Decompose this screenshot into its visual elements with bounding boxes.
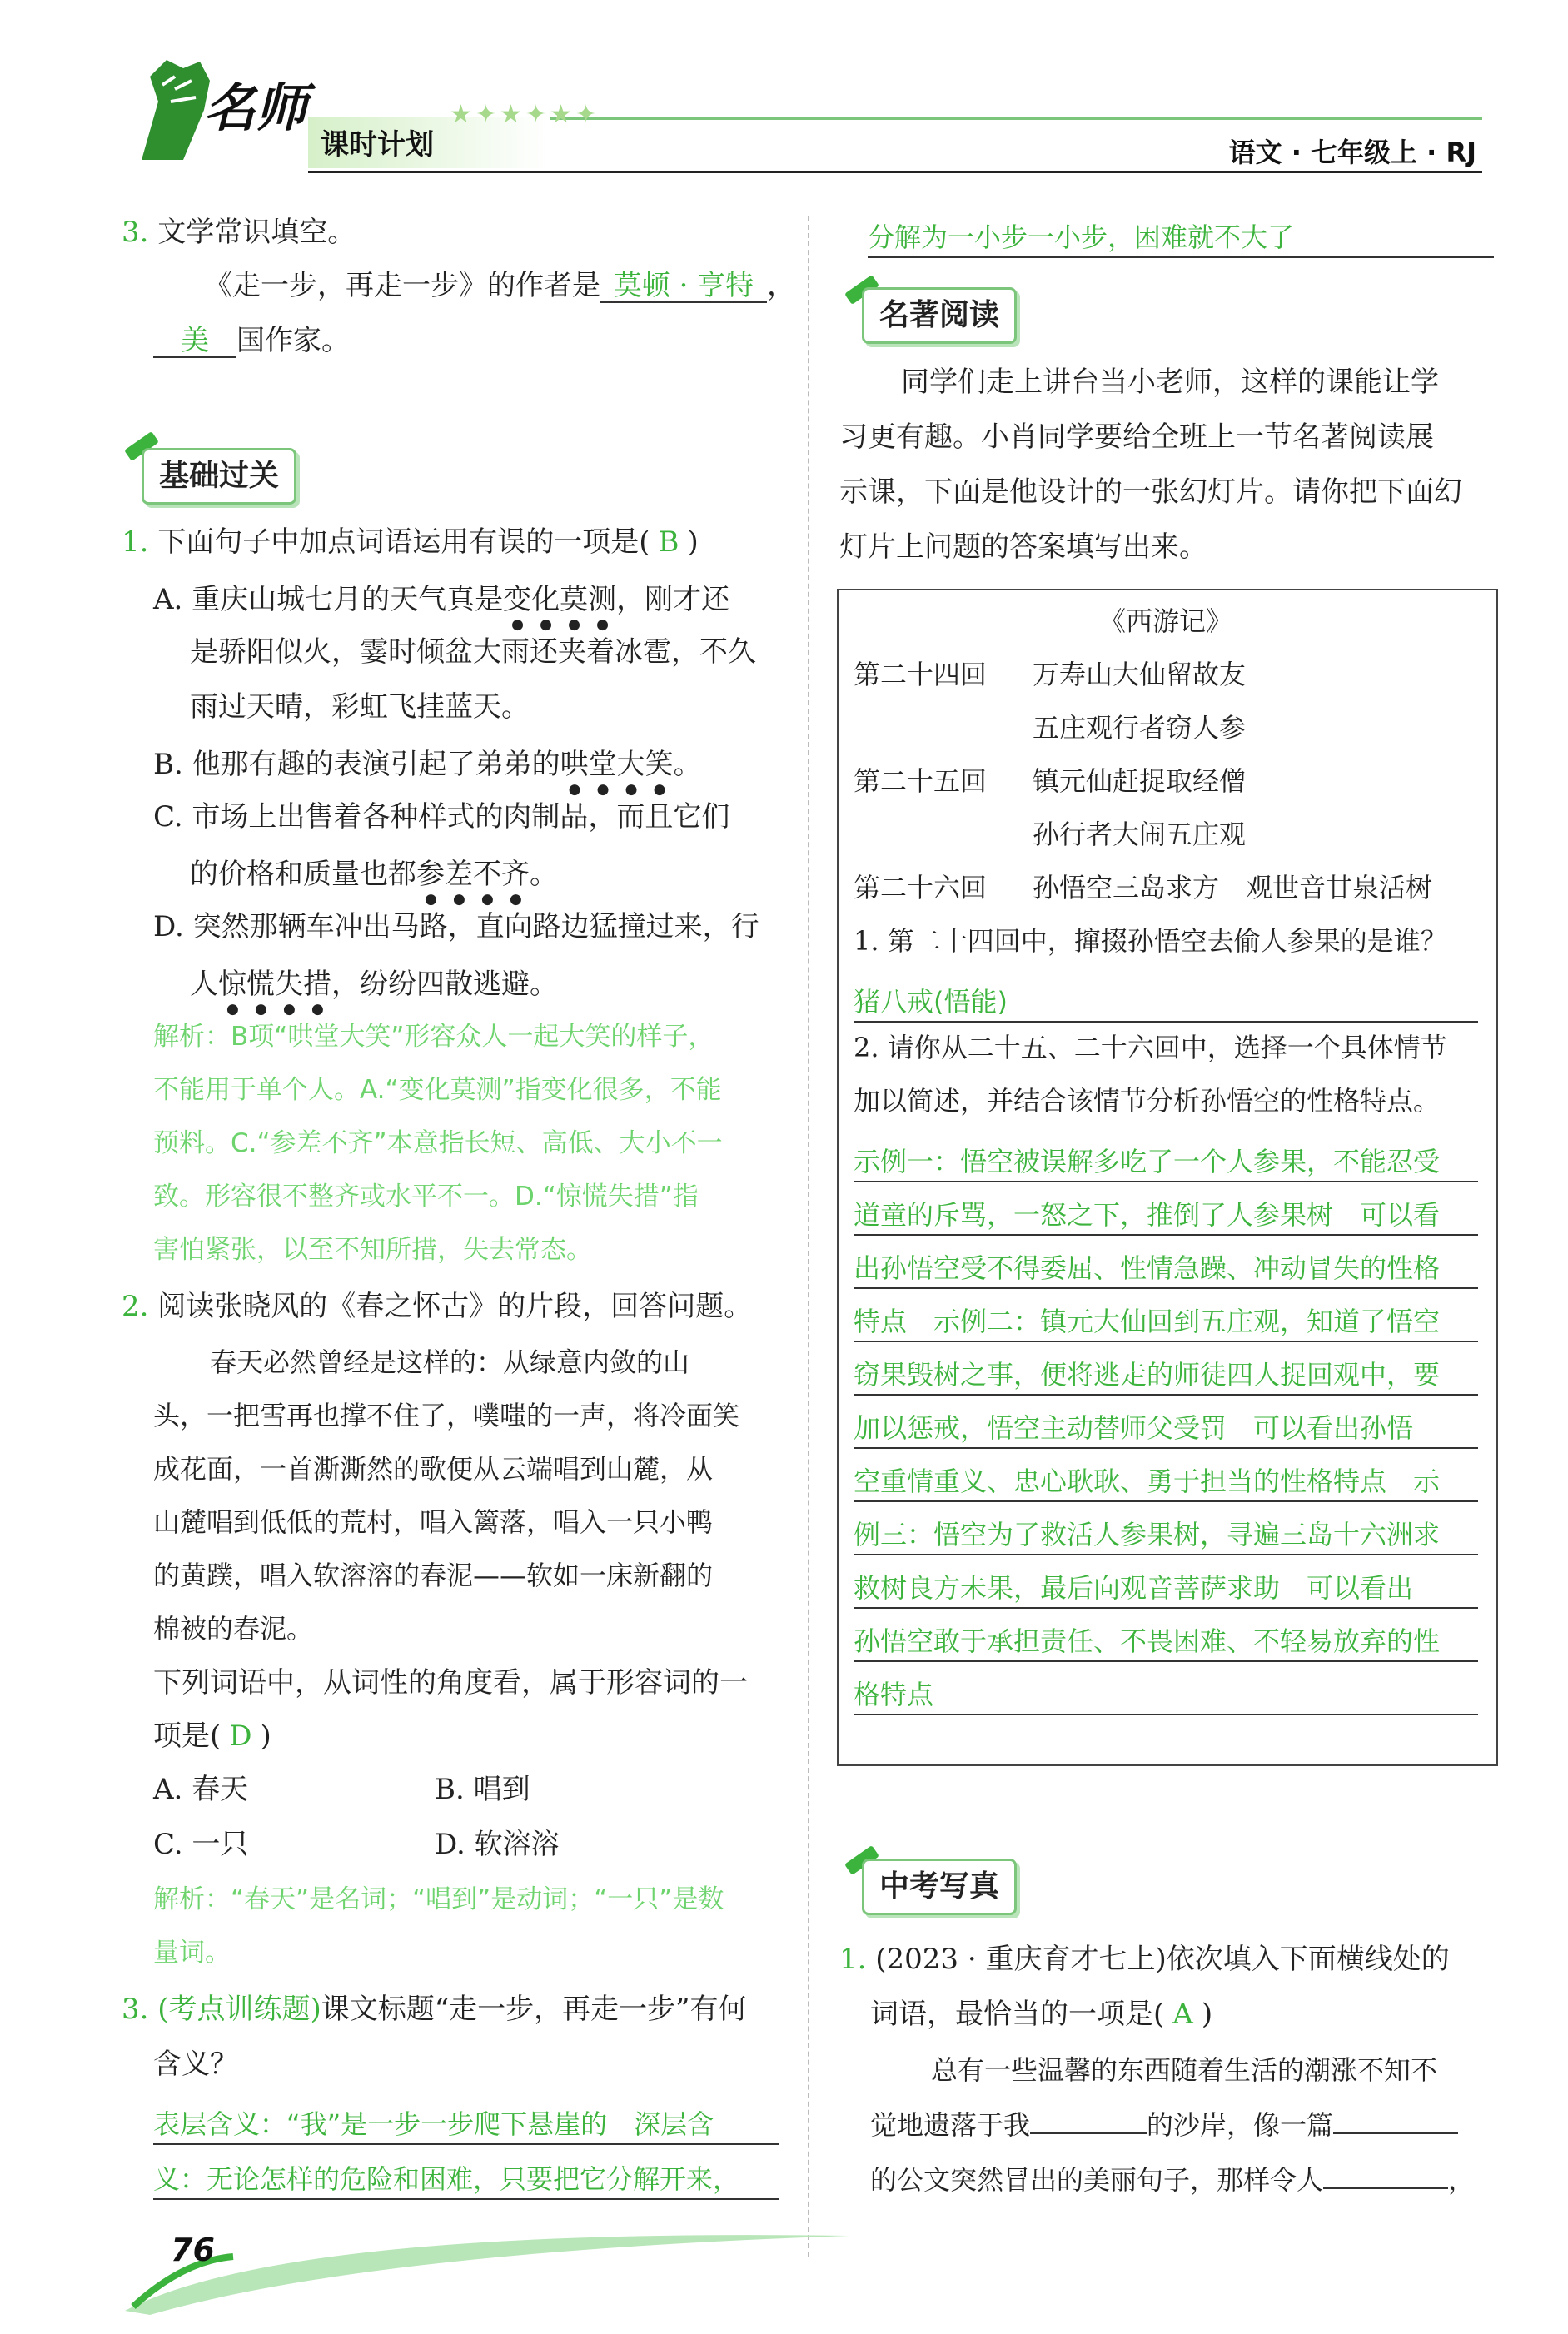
q2-option-a: A. 春天 — [153, 1773, 249, 1806]
section-basic-title: 基础过关 — [142, 448, 296, 505]
fist-icon — [125, 52, 217, 168]
slide-answer-2-line10: 孙悟空敢于承担责任、不畏困难、不轻易放弃的性 — [854, 1620, 1478, 1662]
question-1-answer: B — [658, 525, 679, 559]
answer-blank-author[interactable]: 莫顿 · 亨特 — [600, 271, 767, 303]
exam-blank-1[interactable] — [1030, 2132, 1147, 2134]
chapter-25-title-b: 孙行者大闹五庄观 — [1033, 819, 1247, 850]
section-exam-title: 中考写真 — [862, 1859, 1017, 1915]
passage-line4: 山麓唱到低低的荒村，唱入篱落，唱入一只小鸭 — [153, 1506, 714, 1538]
slide-answer-2-line3: 出孙悟空受不得委屈、性情急躁、冲动冒失的性格 — [854, 1247, 1478, 1289]
intro-line4: 灯片上问题的答案填写出来。 — [839, 530, 1207, 564]
exam-question-1: 1. (2023 · 重庆育才七上)依次填入下面横线处的 — [839, 1943, 1450, 1976]
slide-answer-2-line8: 例三：悟空为了救活人参果树，寻遍三岛十六洲求 — [854, 1514, 1478, 1555]
slide-question-2-line1: 2. 请你从二十五、二十六回中，选择一个具体情节 — [854, 1032, 1447, 1063]
option-a-line3: 雨过天晴，彩虹飞挂蓝天。 — [190, 690, 530, 724]
slide-answer-2-line1: 示例一：悟空被误解多吃了一个人参果，不能忍受 — [854, 1141, 1478, 1182]
slide-answer-2-line4: 特点 示例二：镇元大仙回到五庄观，知道了悟空 — [854, 1301, 1478, 1342]
question-3-line2: 美 国作家。 — [153, 326, 350, 358]
answer-line-1: 表层含义：“我”是一步一步爬下悬崖的 深层含 — [153, 2103, 779, 2145]
question-3-meaning: 3. (考点训练题)课文标题“走一步，再走一步”有何 — [122, 1993, 747, 2026]
analysis-1-line2: 不能用于单个人。A.“变化莫测”指变化很多，不能 — [153, 1075, 722, 1105]
option-c-line2: 的价格和质量也都参差不齐。 — [190, 858, 558, 891]
chapter-26-title: 孙悟空三岛求方 观世音甘泉活树 — [1033, 872, 1433, 903]
passage-line3: 成花面，一首澌澌然的歌便从云端唱到山麓，从 — [153, 1453, 714, 1485]
analysis-1-line4: 致。形容很不整齐或水平不一。D.“惊慌失措”指 — [153, 1182, 699, 1212]
option-b: B. 他那有趣的表演引起了弟弟的哄堂大笑。 — [153, 748, 702, 781]
chapter-24-title-b: 五庄观行者窃人参 — [1033, 712, 1247, 744]
exam-blank-2[interactable] — [1333, 2132, 1458, 2134]
exam-point-tag: (考点训练题) — [157, 1993, 321, 2026]
passage-line5: 的黄蹼，唱入软溶溶的春泥——软如一床新翻的 — [153, 1560, 714, 1591]
swoosh-icon — [117, 2211, 866, 2319]
subject-label: 语文 · 七年级上 · RJ — [1228, 137, 1476, 168]
passage-line1: 春天必然曾经是这样的：从绿意内敛的山 — [210, 1346, 690, 1378]
chapter-25-label: 第二十五回 — [854, 765, 988, 797]
header-rule — [308, 171, 1482, 173]
answer-line-3: 分解为一小步一小步，困难就不大了 — [868, 216, 1494, 258]
question-3-line1: 《走一步，再走一步》的作者是 莫顿 · 亨特 ， — [204, 269, 795, 302]
exam-question-1-answer: A — [1172, 1998, 1193, 2031]
question-2-ask1: 下列词语中，从词性的角度看，属于形容词的一 — [153, 1666, 748, 1699]
slide-question-2-line2: 加以简述，并结合该情节分析孙悟空的性格特点。 — [854, 1085, 1441, 1117]
chapter-24-title-a: 万寿山大仙留故友 — [1033, 659, 1247, 690]
passage-line2: 头，一把雪再也撑不住了，噗嗤的一声，将冷面笑 — [153, 1400, 740, 1431]
question-3-meaning-line2: 含义？ — [153, 2048, 238, 2081]
option-a-line2: 是骄阳似火，霎时倾盆大雨还夹着冰雹，不久 — [190, 635, 756, 669]
analysis-1-line5: 害怕紧张，以至不知所措，失去常态。 — [153, 1235, 592, 1265]
question-2-ask2: 项是( D ) — [153, 1719, 271, 1753]
slide-answer-1: 猪八戒(悟能) — [854, 981, 1478, 1023]
analysis-2-line2: 量词。 — [153, 1938, 231, 1968]
question-3-literature: 3. 文学常识填空。 — [122, 216, 356, 249]
slide-title: 《西游记》 — [1099, 605, 1233, 637]
intro-line3: 示课，下面是他设计的一张幻灯片。请你把下面幻 — [839, 475, 1462, 509]
chapter-25-title-a: 镇元仙赶捉取经僧 — [1033, 765, 1247, 797]
analysis-1-line3: 预料。C.“参差不齐”本意指长短、高低、大小不一 — [153, 1128, 723, 1158]
slide-answer-2-line9: 救树良方未果，最后向观音菩萨求助 可以看出 — [854, 1567, 1478, 1609]
question-1-stem: 1. 下面句子中加点词语运用有误的一项是( B ) — [122, 525, 699, 559]
slide-answer-2-line7: 空重情重义、忠心耿耿、勇于担当的性格特点 示 — [854, 1461, 1478, 1502]
intro-line1: 同学们走上讲台当小老师，这样的课能让学 — [901, 366, 1439, 399]
question-2-stem: 2. 阅读张晓风的《春之怀古》的片段，回答问题。 — [122, 1290, 753, 1323]
option-d-line1: D. 突然那辆车冲出马路，直向路边猛撞过来，行 — [153, 910, 759, 943]
slide-question-1: 1. 第二十四回中，撺掇孙悟空去偷人参果的是谁？ — [854, 925, 1447, 957]
exam-blank-3[interactable] — [1323, 2187, 1448, 2189]
option-a-line1: A. 重庆山城七月的天气真是变化莫测，刚才还 — [153, 583, 730, 616]
question-2-answer: D — [229, 1719, 252, 1753]
q2-option-d: D. 软溶溶 — [435, 1828, 560, 1861]
q2-option-b: B. 唱到 — [435, 1773, 530, 1806]
answer-line-2: 义：无论怎样的危险和困难，只要把它分解开来， — [153, 2158, 779, 2200]
slide-answer-2-line6: 加以惩戒，悟空主动替师父受罚 可以看出孙悟 — [854, 1407, 1478, 1449]
intro-line2: 习更有趣。小肖同学要给全班上一节名著阅读展 — [839, 421, 1434, 454]
section-classics-title: 名著阅读 — [862, 287, 1017, 344]
slide-answer-2-line11: 格特点 — [854, 1674, 1478, 1715]
course-label: 课时计划 — [321, 128, 434, 162]
analysis-2-line1: 解析：“春天”是名词；“唱到”是动词；“一只”是数 — [153, 1884, 724, 1914]
stars-decoration: ★✦★✦★✦ — [450, 100, 600, 129]
slide-answer-2-line2: 道童的斥骂，一怒之下，推倒了人参果树 可以看 — [854, 1194, 1478, 1236]
chapter-24-label: 第二十四回 — [854, 659, 988, 690]
slide-answer-2-line5: 窃果毁树之事，便将逃走的师徒四人捉回观中，要 — [854, 1354, 1478, 1396]
column-divider — [808, 216, 809, 2257]
exam-passage-line2: 觉地遗落于我 的沙岸，像一篇 — [870, 2112, 1458, 2138]
option-c-line1: C. 市场上出售着各种样式的肉制品，而且它们 — [153, 800, 730, 834]
page-number: 76 — [171, 2232, 215, 2268]
chapter-26-label: 第二十六回 — [854, 872, 988, 903]
passage-line6: 棉被的春泥。 — [153, 1613, 314, 1645]
q2-option-c: C. 一只 — [153, 1828, 249, 1861]
analysis-1-line1: 解析：B项“哄堂大笑”形容众人一起大笑的样子， — [153, 1022, 714, 1052]
exam-question-1-line2: 词语，最恰当的一项是( A ) — [870, 1998, 1213, 2031]
exam-passage-line1: 总有一些温馨的东西随着生活的潮涨不知不 — [931, 2054, 1438, 2086]
exam-passage-line3: 的公文突然冒出的美丽句子，那样令人 ， — [870, 2164, 1476, 2196]
answer-blank-country[interactable]: 美 — [153, 326, 236, 358]
logo-text: 名师 — [204, 77, 308, 138]
option-d-line2: 人惊慌失措，纷纷四散逃避。 — [190, 968, 558, 1001]
